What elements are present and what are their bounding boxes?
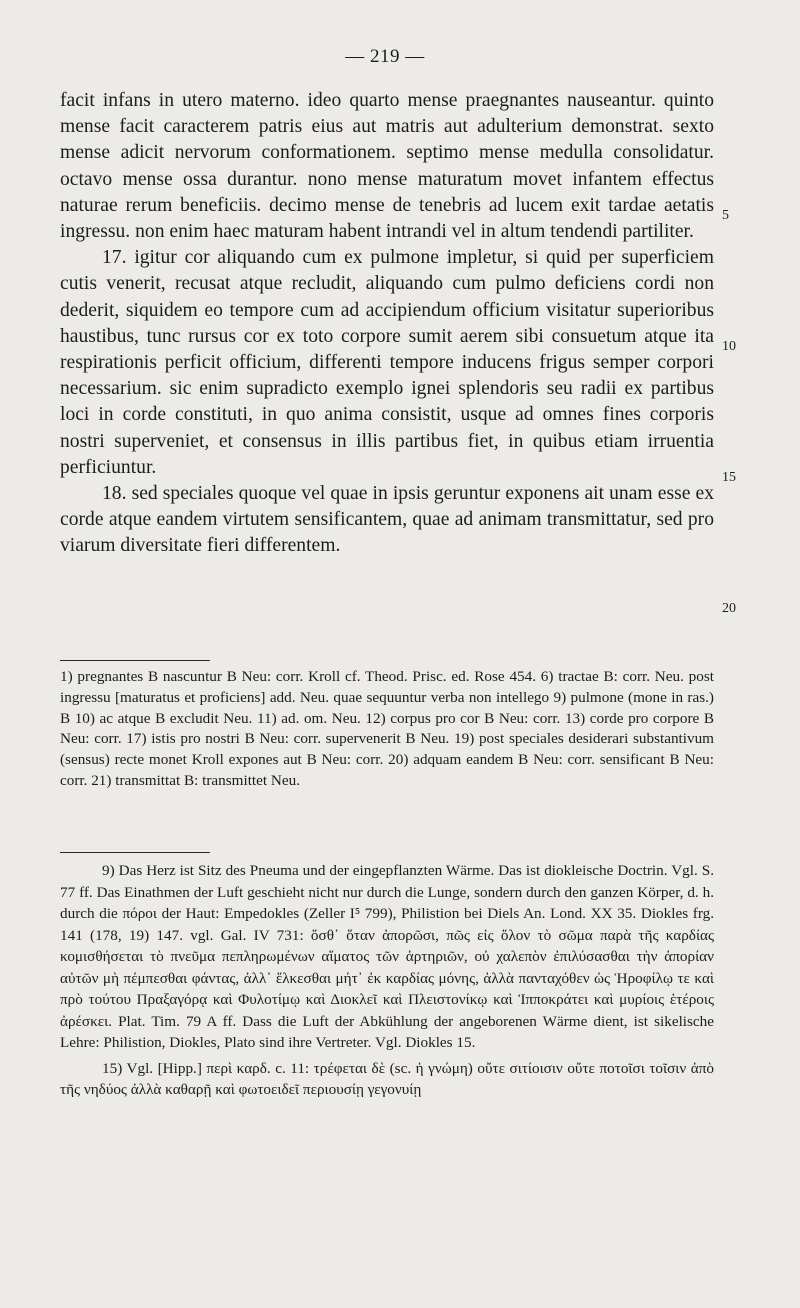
paragraph-18: 18. sed speciales quoque vel quae in ipsis geruntur exponens ait unam esse ex corde atque eandem virtutem sensificantem, quae ad animam transmittatur, sed pro viarum diversitate fieri differentem.: [60, 483, 714, 557]
line-number-10: 10: [722, 339, 736, 354]
apparatus-text: 1) pregnantes B nascuntur B Neu: corr. Kroll cf. Theod. Prisc. ed. Rose 454. 6) tractae B: corr. Neu. post ingressu [maturatus et proficiens] add. Neu. quae sequuntur verba non intellego 9) pulmone (mone in ras.) B 10) ac atque B excludit Neu. 11) ad. om. Neu. 12) corpus pro cor B Neu: corr. 13) corde pro corpore B Neu: corr. 17) istis pro nostri B Neu: corr. supervenerit B Neu. 19) post speciales desiderari substantivum (sensus) recte monet Kroll expones aut B Neu: corr. 20) adquam eandem B Neu: corr. sensificant B Neu: corr. 21) transmittat B: transmittet Neu.: [60, 668, 714, 789]
note-9: 9) Das Herz ist Sitz des Pneuma und der eingepflanzten Wärme. Das ist diokleische Doctrin. Vgl. S. 77 ff. Das Einathmen der Luft geschieht nicht nur durch die Lunge, sondern durch den ganzen Körper, d. h. durch die πόροι der Haut: Empedokles (Zeller I⁵ 799), Philistion bei Diels An. Lond. XX 35. Diokles frg. 141 (178, 19) 147. vgl. Gal. IV 731: ὅσθ᾽ ὅταν ἀπορῶσι, πῶς εἰς ὅλον τὸ σῶμα παρὰ τῆς καρδίας κομισθήσεται τὸ πνεῦμα πεπληρωμένων αἵματος τῶν ἀρτηριῶν, οὐ χαλεπὸν ἐπιλύσασθαι τὴν ἀπορίαν αὐτῶν μὴ πέμπεσθαι φάντας, ἀλλ᾽ ἕλκεσθαι μήτ᾽ ἐκ καρδίας μόνης, ἀλλὰ πανταχόθεν ὡς Ἡροφίλῳ τε καὶ πρὸ τούτου Πραξαγόρᾳ καὶ Φυλοτίμῳ καὶ Διοκλεῖ καὶ Πλειστονίκῳ καὶ Ἱπποκράτει καὶ μυρίοις ἑτέροις ἀρέσκει. Plat. Tim. 79 A ff. Dass die Luft der Abkühlung der angeborenen Wärme dient, ist sikelische Lehre: Philistion, Diokles, Plato sind ihre Vertreter. Vgl. Diokles 15.: [60, 862, 714, 1051]
line-number-5: 5: [722, 208, 729, 223]
page-number: — 219 —: [345, 46, 425, 67]
line-number-15: 15: [722, 470, 736, 485]
apparatus-divider: [60, 660, 210, 661]
notes-divider: [60, 852, 210, 853]
note-15: 15) Vgl. [Hipp.] περὶ καρδ. c. 11: τρέφεται δὲ (sc. ἡ γνώμη) οὔτε σιτίοισιν οὔτε ποτοῖσι τοῖσιν ἀπὸ τῆς νηδύος ἀλλὰ καθαρῇ καὶ φωτοειδεῖ περιουσίῃ γεγονυίῃ: [60, 1059, 714, 1098]
critical-apparatus: [60, 667, 714, 792]
paragraph-16-continuation: facit infans in utero materno. ideo quarto mense praegnantes nauseantur. quinto mense facit caracterem patris eius aut matris aut adulterium demonstrat. sexto mense adicit nervorum conformationem. septimo mense medulla consolidatur. octavo mense ossa durantur. nono mense maturatum movet infantem effectus naturae rerum beneficiis. decimo mense de tenebris ad lucem exit tardae aetatis ingressu. non enim haec maturam habent intrandi vel in altum tendendi partiliter.: [60, 90, 714, 243]
main-text: [60, 88, 714, 560]
commentary-notes: [60, 860, 714, 1101]
paragraph-17: 17. igitur cor aliquando cum ex pulmone impletur, si quid per superficiem cutis venerit, recusat atque recludit, aliquando cum pulmo deficiens cordi non dederit, siquidem eo tempore cum ad accipiendum officium visitatur superioribus haustibus, tunc rursus cor ex toto corpore sumit aerem sibi consuetum atque ita respirationis perficit officium, differenti tempore inducens frigus semper corpori necessarium. sic enim supradicto exemplo ignei splendoris seu radii ex partibus loci in corde constituti, in quo anima consistit, usque ad omnes fines corporis nostri superveniet, et consensus in illis partibus fiet, in quibus etiam irruentia perficiuntur.: [60, 247, 714, 478]
line-number-20: 20: [722, 601, 736, 616]
